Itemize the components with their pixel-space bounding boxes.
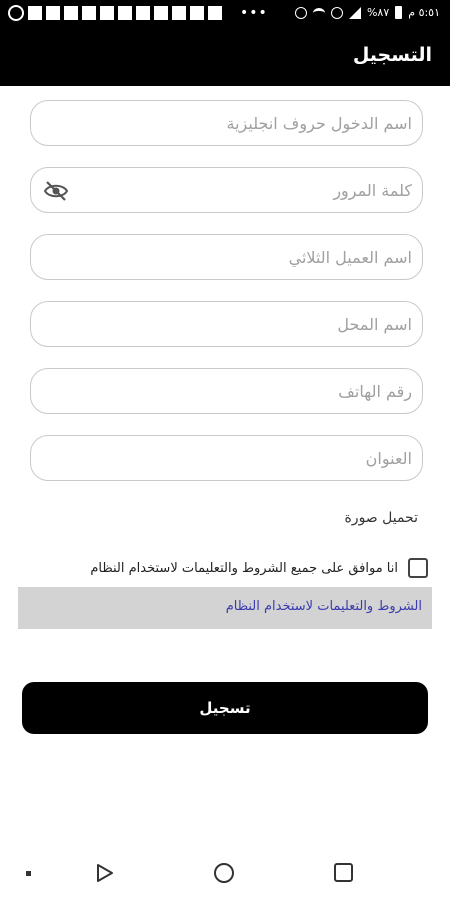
upload-image-button[interactable]: تحميل صورة	[344, 510, 418, 526]
circle-home-icon[interactable]	[214, 863, 234, 883]
agree-row[interactable]	[60, 556, 428, 580]
signal-icon	[349, 7, 361, 19]
notification-icon	[118, 6, 132, 20]
password-input[interactable]	[87, 176, 412, 204]
agree-checkbox[interactable]	[408, 558, 428, 578]
terms-bar	[18, 587, 432, 629]
dnd-icon	[295, 7, 307, 19]
shop-name-input[interactable]	[87, 310, 412, 338]
dot-icon	[26, 871, 31, 876]
register-button[interactable]: تسجيل	[22, 682, 428, 734]
notification-icon	[208, 6, 222, 20]
battery-percent: %٨٧	[366, 6, 390, 19]
terms-link[interactable]: الشروط والتعليمات لاستخدام النظام	[225, 599, 422, 614]
notification-icon	[64, 6, 78, 20]
triangle-back-icon[interactable]	[96, 863, 114, 883]
notification-icon	[154, 6, 168, 20]
password-field-container	[30, 167, 423, 213]
username-input[interactable]	[87, 109, 412, 137]
notification-icon	[172, 6, 186, 20]
shop-name-field-container	[30, 301, 423, 347]
eye-off-icon[interactable]	[43, 180, 69, 202]
phone-field-container	[30, 368, 423, 414]
notification-icon	[100, 6, 114, 20]
square-recent-icon[interactable]	[334, 863, 353, 882]
app-bar	[0, 28, 450, 86]
wifi-icon	[313, 8, 325, 18]
clock: ٥:٥١ م	[408, 6, 440, 19]
notification-icon	[46, 6, 60, 20]
address-input[interactable]	[87, 444, 412, 472]
agree-label: انا موافق على جميع الشروط والتعليمات لاستخدام النظام	[90, 560, 398, 576]
more-notifications-icon: •••	[240, 5, 268, 21]
address-field-container	[30, 435, 423, 481]
no-sim-icon	[331, 7, 343, 19]
notification-icon	[82, 6, 96, 20]
phone-input[interactable]	[87, 377, 412, 405]
username-field-container	[30, 100, 423, 146]
notification-icon	[136, 6, 150, 20]
fullname-input[interactable]	[87, 243, 412, 271]
status-bar	[0, 0, 450, 28]
system-nav-bar	[0, 845, 450, 900]
fullname-field-container	[30, 234, 423, 280]
notification-icon	[190, 6, 204, 20]
whatsapp-icon	[8, 5, 24, 21]
page-title: التسجيل	[352, 44, 432, 66]
battery-icon	[395, 6, 402, 19]
notification-icon	[28, 6, 42, 20]
